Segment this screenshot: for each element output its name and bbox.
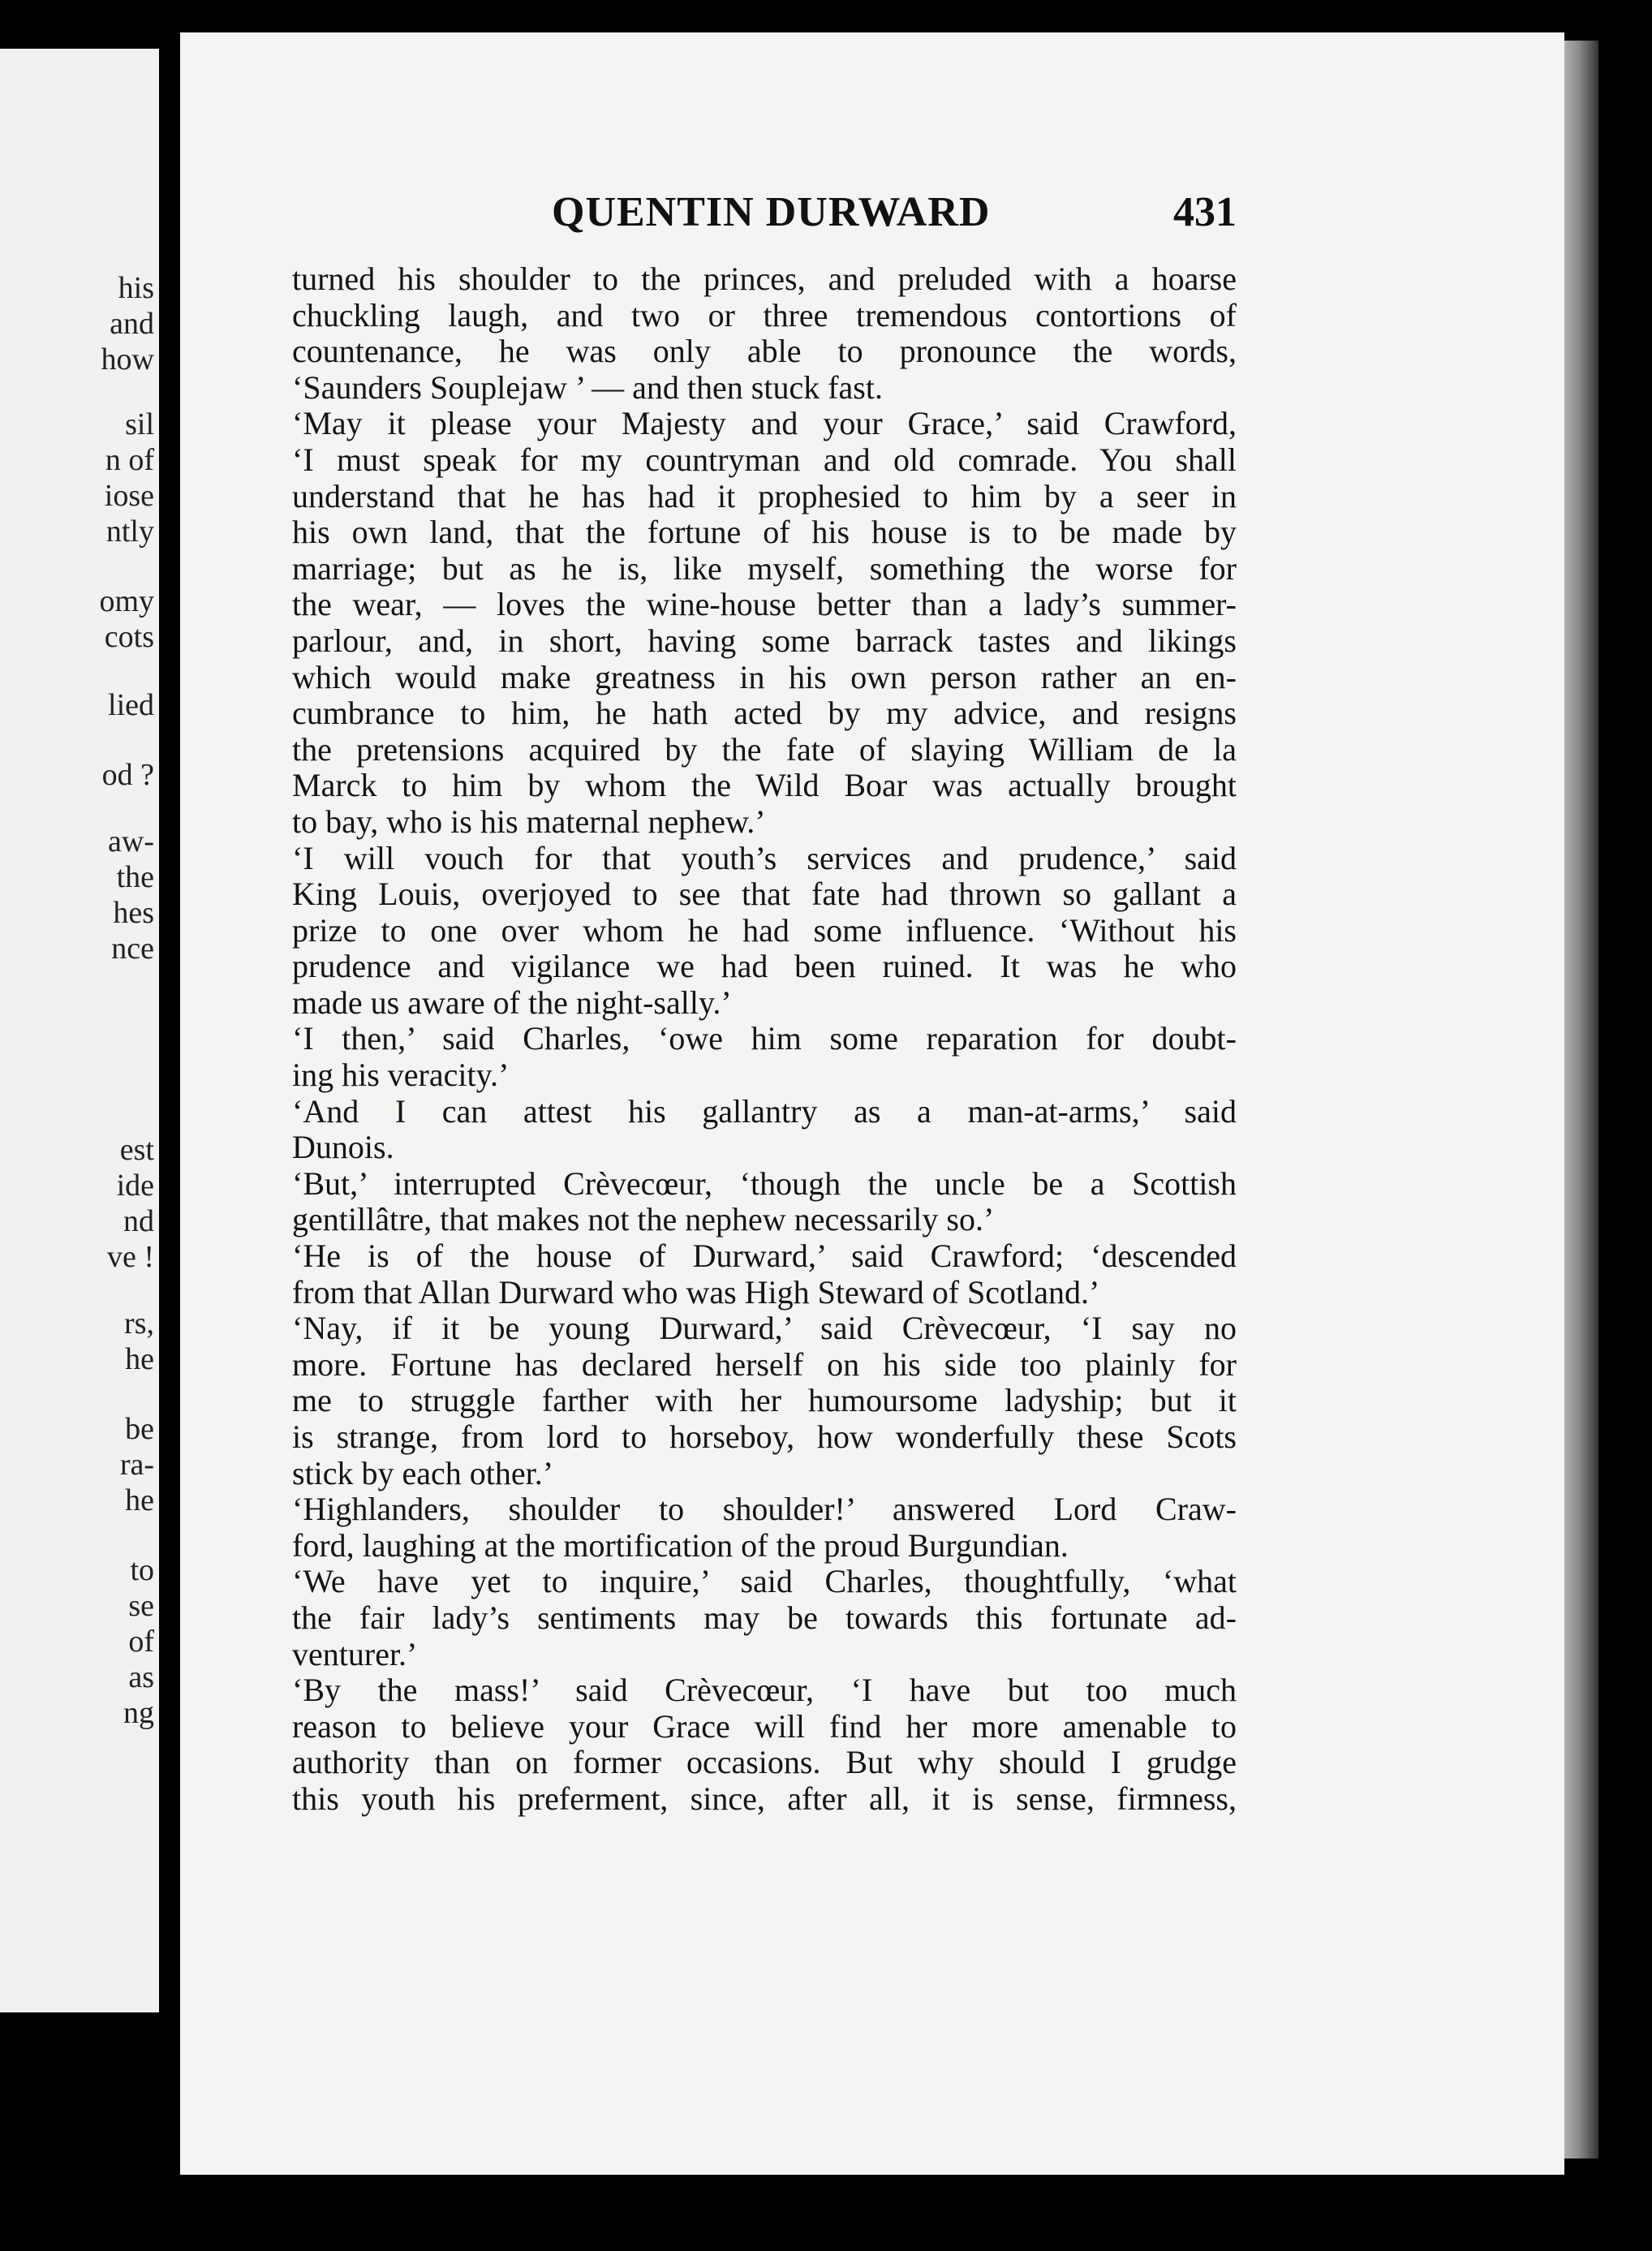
margin-fragment: cots xyxy=(104,620,154,654)
text-line: ‘Saunders Souplejaw ’ — and then stuck fast. xyxy=(292,369,883,406)
margin-fragment: be xyxy=(125,1412,154,1446)
text-line: ‘We have yet to inquire,’ said Charles, thoughtfully, ‘what xyxy=(292,1564,1237,1600)
page-number: 431 xyxy=(1173,189,1237,235)
text-line: this youth his preferment, since, after all, it is sense, firmness, xyxy=(292,1780,1237,1817)
text-line: me to struggle farther with her humoursome ladyship; but it xyxy=(292,1383,1237,1419)
margin-fragment: nd xyxy=(123,1204,154,1238)
margin-fragment: ng xyxy=(123,1696,154,1730)
margin-fragment: aw- xyxy=(108,824,154,859)
margin-fragment: to xyxy=(130,1553,154,1587)
text-line: marriage; but as he is, like myself, something the worse for xyxy=(292,550,1237,587)
text-line: ‘I must speak for my countryman and old comrade. You shall xyxy=(292,441,1237,478)
margin-fragment: n of xyxy=(105,443,154,477)
margin-fragment: and xyxy=(110,307,154,341)
margin-fragment: ve ! xyxy=(106,1240,154,1274)
text-line: is strange, from lord to horseboy, how wonderfully these Scots xyxy=(292,1419,1237,1455)
text-line: Dunois. xyxy=(292,1130,394,1166)
text-line: ‘And I can attest his gallantry as a man-at-arms,’ said xyxy=(292,1093,1237,1130)
text-line: prudence and vigilance we had been ruined. It was he who xyxy=(292,949,1237,985)
margin-fragment: he xyxy=(125,1342,154,1376)
text-line: ‘He is of the house of Durward,’ said Crawford; ‘descended xyxy=(292,1238,1237,1275)
text-line: the wear, — loves the wine-house better than a lady’s summer- xyxy=(292,587,1237,623)
text-line: reason to believe your Grace will find her more amenable to xyxy=(292,1708,1237,1745)
body-text xyxy=(292,261,1237,1818)
text-line: turned his shoulder to the princes, and preluded with a hoarse xyxy=(292,261,1237,297)
margin-fragment: lied xyxy=(108,688,154,722)
margin-fragment: he xyxy=(125,1483,154,1517)
margin-fragment: as xyxy=(128,1660,154,1694)
margin-fragment: omy xyxy=(99,584,154,618)
text-line: ‘I will vouch for that youth’s services and prudence,’ said xyxy=(292,840,1237,876)
margin-fragment: the xyxy=(116,860,154,894)
margin-fragment: iose xyxy=(104,479,154,513)
text-line: chuckling laugh, and two or three tremendous contortions of xyxy=(292,297,1237,334)
text-line: King Louis, overjoyed to see that fate had thrown so gallant a xyxy=(292,876,1237,913)
margin-fragment: nce xyxy=(111,932,154,966)
page-header xyxy=(292,188,1237,245)
text-line: prize to one over whom he had some influence. ‘Without his xyxy=(292,912,1237,949)
text-line: his own land, that the fortune of his house is to be made by xyxy=(292,514,1237,551)
margin-fragment: of xyxy=(128,1625,154,1659)
text-line: ‘I then,’ said Charles, ‘owe him some reparation for doubt- xyxy=(292,1021,1237,1057)
text-line: understand that he has had it prophesied to him by a seer in xyxy=(292,478,1237,514)
text-line: ‘May it please your Majesty and your Grace,’ said Crawford, xyxy=(292,406,1237,442)
text-line: from that Allan Durward who was High Steward of Scotland.’ xyxy=(292,1274,1100,1311)
text-line: ‘Nay, if it be young Durward,’ said Crèvecœur, ‘I say no xyxy=(292,1311,1237,1347)
text-line: ing his veracity.’ xyxy=(292,1057,510,1094)
text-line: more. Fortune has declared herself on his side too plainly for xyxy=(292,1346,1237,1383)
text-line: the fair lady’s sentiments may be towards this fortunate ad- xyxy=(292,1599,1237,1636)
text-line: made us aware of the night-sally.’ xyxy=(292,984,732,1021)
text-line: cumbrance to him, he hath acted by my advice, and resigns xyxy=(292,695,1237,732)
margin-fragment: od ? xyxy=(101,758,154,792)
margin-fragment: rs, xyxy=(124,1306,154,1341)
margin-fragment: how xyxy=(101,342,154,377)
margin-fragment: sil xyxy=(125,407,154,441)
text-line: ‘Highlanders, shoulder to shoulder!’ answered Lord Craw- xyxy=(292,1491,1237,1528)
text-line: to bay, who is his maternal nephew.’ xyxy=(292,803,766,840)
left-page xyxy=(0,49,159,2012)
text-line: parlour, and, in short, having some barrack tastes and likings xyxy=(292,622,1237,659)
text-line: the pretensions acquired by the fate of slaying William de la xyxy=(292,731,1237,768)
left-page-margin-text xyxy=(0,49,159,2012)
text-line: venturer.’ xyxy=(292,1636,418,1672)
margin-fragment: ntly xyxy=(105,514,154,549)
text-line: ‘By the mass!’ said Crèvecœur, ‘I have but too much xyxy=(292,1672,1237,1709)
margin-fragment: hes xyxy=(113,896,154,930)
margin-fragment: est xyxy=(119,1133,154,1167)
margin-fragment: se xyxy=(128,1589,154,1623)
text-line: authority than on former occasions. But why should I grudge xyxy=(292,1745,1237,1781)
text-line: countenance, he was only able to pronounce the words, xyxy=(292,334,1237,370)
margin-fragment: ide xyxy=(116,1169,154,1203)
text-line: ‘But,’ interrupted Crèvecœur, ‘though the uncle be a Scottish xyxy=(292,1165,1237,1202)
margin-fragment: his xyxy=(118,271,154,305)
text-line: which would make greatness in his own person rather an en- xyxy=(292,659,1237,695)
text-line: stick by each other.’ xyxy=(292,1455,554,1491)
text-line: ford, laughing at the mortification of the proud Burgundian. xyxy=(292,1527,1069,1564)
margin-fragment: ra- xyxy=(119,1448,154,1482)
text-line: Marck to him by whom the Wild Boar was actually brought xyxy=(292,768,1237,804)
text-line: gentillâtre, that makes not the nephew necessarily so.’ xyxy=(292,1202,995,1238)
running-head: QUENTIN DURWARD xyxy=(552,189,991,235)
